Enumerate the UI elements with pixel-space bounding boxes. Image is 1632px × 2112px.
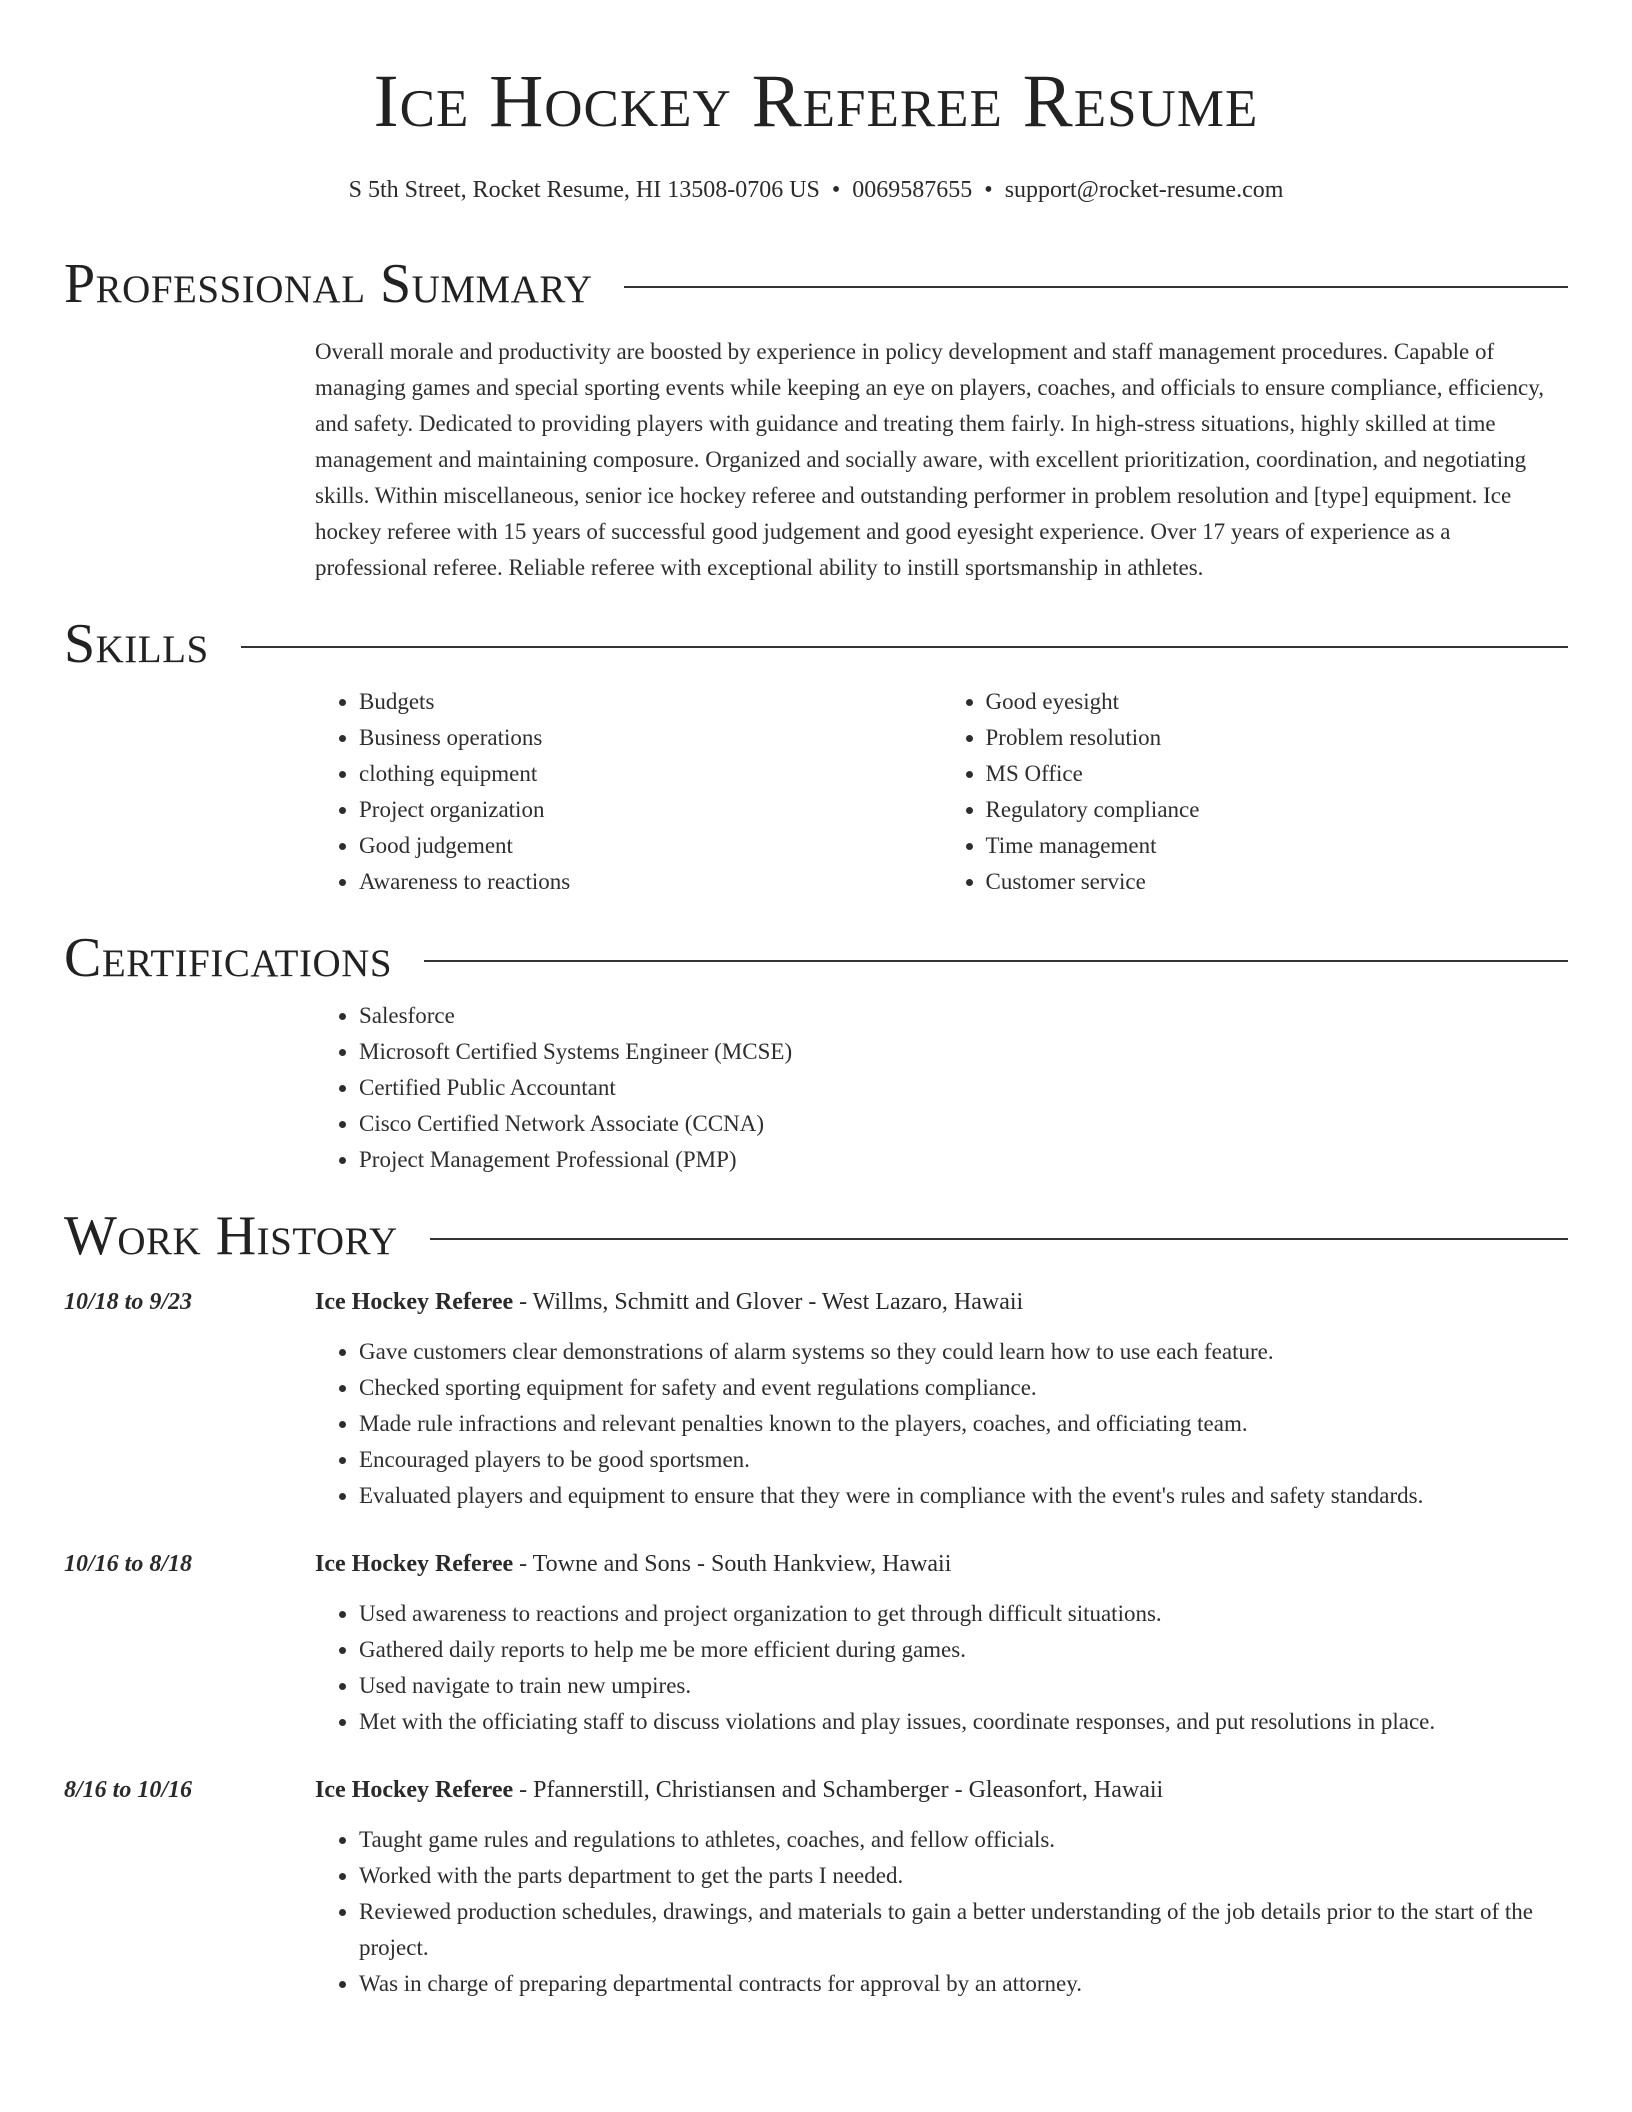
job-bullets [315, 1334, 1568, 1514]
contact-email: support@rocket-resume.com [1004, 177, 1284, 203]
job-employer: - Pfannerstill, Christiansen and Schamberger - Gleasonfort, Hawaii [513, 1777, 1164, 1803]
certifications-list [315, 998, 1568, 1178]
job-body [315, 1284, 1568, 1514]
certifications-section-header [64, 927, 1568, 989]
job-entry [64, 1284, 1568, 1514]
job-bullet: • Reviewed production schedules, drawings, and materials to gain a better understanding of the job details prior to the start of the project. [359, 1894, 1568, 1966]
job-title-line [315, 1546, 1568, 1582]
job-bullet: • Worked with the parts department to get the parts I needed. [359, 1858, 1568, 1894]
skill-item: • Budgets [359, 684, 942, 720]
separator-dot: • [984, 177, 993, 203]
skill-item: • Business operations [359, 720, 942, 756]
certification-item: • Certified Public Accountant [359, 1070, 1568, 1106]
job-dates: 10/18 to 9/23 [64, 1289, 193, 1315]
skill-item: • Problem resolution [986, 720, 1569, 756]
job-employer: - Willms, Schmitt and Glover - West Lazaro, Hawaii [513, 1289, 1024, 1315]
skills-list [315, 684, 1568, 900]
resume-title: Ice Hockey Referee Resume [373, 60, 1259, 143]
summary-text: Overall morale and productivity are boosted by experience in policy development and staff management procedures. Capable of managing games and special sporting events while keeping an eye on players, coaches, and officials to ensure compliance, efficiency, and safety. Dedicated to providing players with guidance and treating them fairly. In high-stress situations, highly skilled at time management and maintaining composure. Organized and socially aware, with excellent prioritization, coordination, and negotiating skills. Within miscellaneous, senior ice hockey referee and outstanding performer in problem resolution and [type] equipment. Ice hockey referee with 15 years of successful good judgement and good eyesight experience. Over 17 years of experience as a professional referee. Reliable referee with exceptional ability to instill sportsmanship in athletes. [315, 339, 1544, 580]
job-bullet: • Met with the officiating staff to discuss violations and play issues, coordinate responses, and put resolutions in place. [359, 1704, 1568, 1740]
skill-item: • Good eyesight [986, 684, 1569, 720]
job-bullet: • Gathered daily reports to help me be more efficient during games. [359, 1632, 1568, 1668]
job-bullet: • Taught game rules and regulations to athletes, coaches, and fellow officials. [359, 1822, 1568, 1858]
job-bullets [315, 1596, 1568, 1740]
certifications-bullets [315, 998, 1568, 1178]
contact-phone: 0069587655 [852, 177, 973, 203]
section-divider [430, 1238, 1568, 1240]
skill-item: • Good judgement [359, 828, 942, 864]
separator-dot: • [831, 177, 841, 203]
skills-column-right [942, 684, 1569, 900]
job-bullet: • Made rule infractions and relevant penalties known to the players, coaches, and officiating team. [359, 1406, 1568, 1442]
certification-item: • Microsoft Certified Systems Engineer (MCSE) [359, 1034, 1568, 1070]
skill-item: • Customer service [986, 864, 1569, 900]
contact-line [64, 177, 1568, 204]
job-dates: 10/16 to 8/18 [64, 1551, 193, 1577]
skills-column-left [315, 684, 942, 900]
job-employer: - Towne and Sons - South Hankview, Hawaii [513, 1551, 952, 1577]
job-body [315, 1772, 1568, 2002]
skill-item: • Regulatory compliance [986, 792, 1569, 828]
certification-item: • Cisco Certified Network Associate (CCNA) [359, 1106, 1568, 1142]
resume-page [64, 0, 1568, 2002]
skill-item: • clothing equipment [359, 756, 942, 792]
skill-item: • MS Office [986, 756, 1569, 792]
job-entry [64, 1546, 1568, 1740]
job-bullet: • Gave customers clear demonstrations of alarm systems so they could learn how to use each feature. [359, 1334, 1568, 1370]
section-divider [624, 286, 1568, 288]
skill-item: • Awareness to reactions [359, 864, 942, 900]
job-bullet: • Used navigate to train new umpires. [359, 1668, 1568, 1704]
work-section-header [64, 1205, 1568, 1267]
skill-item: • Project organization [359, 792, 942, 828]
skills-heading: Skills [64, 613, 209, 675]
job-entry [64, 1772, 1568, 2002]
work-heading: Work History [64, 1205, 398, 1267]
certifications-heading: Certifications [64, 927, 393, 989]
job-bullet: • Used awareness to reactions and project organization to get through difficult situations. [359, 1596, 1568, 1632]
skills-section-header [64, 613, 1568, 675]
job-bullet: • Checked sporting equipment for safety and event regulations compliance. [359, 1370, 1568, 1406]
job-bullet: • Was in charge of preparing departmental contracts for approval by an attorney. [359, 1966, 1568, 2002]
skill-item: • Time management [986, 828, 1569, 864]
job-dates: 8/16 to 10/16 [64, 1777, 193, 1803]
job-title-line [315, 1284, 1568, 1320]
job-role: Ice Hockey Referee [315, 1551, 514, 1577]
section-divider [424, 960, 1568, 962]
job-title-line [315, 1772, 1568, 1808]
section-divider [241, 646, 1568, 648]
job-role: Ice Hockey Referee [315, 1777, 514, 1803]
job-body [315, 1546, 1568, 1740]
job-bullet: • Encouraged players to be good sportsmen. [359, 1442, 1568, 1478]
contact-address: S 5th Street, Rocket Resume, HI 13508-0706 US [348, 177, 820, 203]
certification-item: • Salesforce [359, 998, 1568, 1034]
summary-heading: Professional Summary [64, 253, 593, 315]
summary-section-header [64, 253, 1568, 315]
job-bullets [315, 1822, 1568, 2002]
job-bullet: • Evaluated players and equipment to ensure that they were in compliance with the event's rules and safety standards. [359, 1478, 1568, 1514]
job-role: Ice Hockey Referee [315, 1289, 514, 1315]
certification-item: • Project Management Professional (PMP) [359, 1142, 1568, 1178]
